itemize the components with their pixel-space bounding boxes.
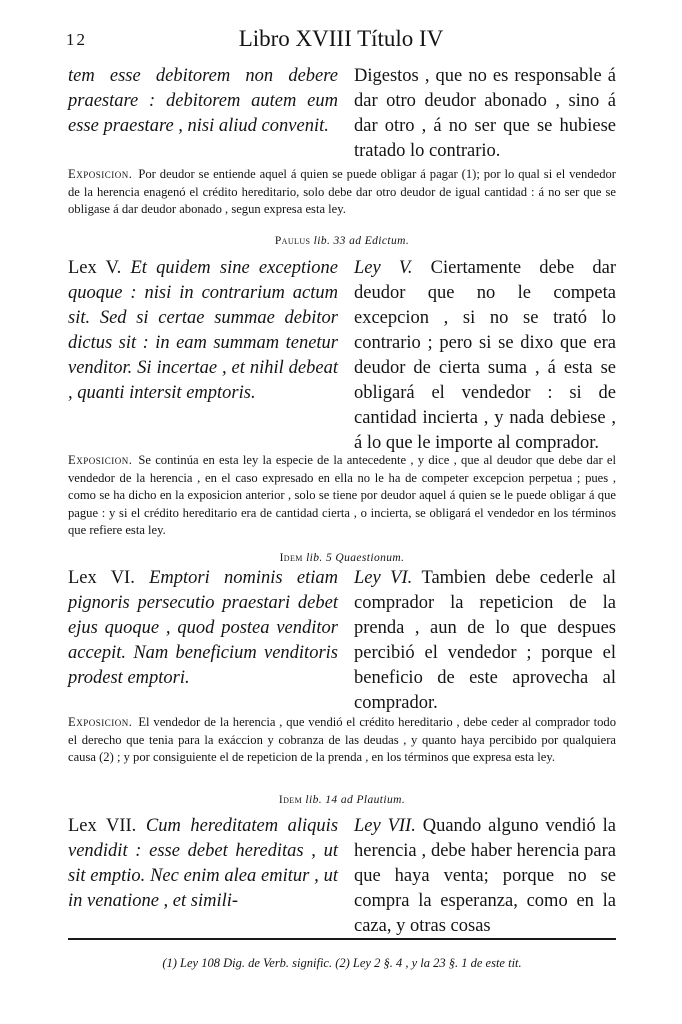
page-header <box>0 26 682 60</box>
spanish-text: Digestos , que no es responsable á dar otro deudor abonado , sino á dar otro , á no ser que se hubiese tratado lo contrario. <box>354 66 616 161</box>
lex-v-latin-text: Et quidem sine exceptione quoque : nisi in contrarium actum sit. Sed si certae summae debitor dictus sit : in eam summam tenetur venditor. Si incertae , et nihil debeat , quanti intersit emptoris. <box>68 258 338 403</box>
exposicion-text: Se continúa en esta ley la especie de la antecedente , y dice , que al deudor que debe dar el vendedor de la herencia , en el caso expresado en ella no le ha de competer excepcion perpetua ; pues , como se ha dicho en la exposicion anterior , solo se tiene por deudor aquel á quien se le puede obligar á que pague : y si el crédito hereditario era de cantidad cierta , o incierta, se obligará el vendedor en los términos que refiere esta ley. <box>68 453 616 538</box>
lex-vii-block <box>68 814 616 939</box>
lex-vi-latin <box>68 566 338 716</box>
lex-vi-block <box>68 566 616 716</box>
lex-v-latin <box>68 256 338 456</box>
citation-work: ad Plautium. <box>340 794 406 806</box>
lex-vi-latin-text: Emptori nominis etiam pignoris persecutio praestari debet ejus quoque , quod postea venditor accepit. Nam beneficium venditoris prodest emptori. <box>68 568 338 688</box>
ley-vi-heading: Ley VI. <box>354 568 413 588</box>
latin-text: tem esse debitorem non debere praestare : debitorem autem eum esse praestare , nisi aliud convenit. <box>68 66 338 136</box>
ley-vii-heading: Ley VII. <box>354 816 416 836</box>
page-number: 12 <box>66 30 87 49</box>
citation-work: Quaestionum. <box>335 552 405 564</box>
lex-vi-latin-heading: Lex VI. <box>68 568 135 588</box>
exposicion-3 <box>68 714 616 767</box>
exposicion-heading: Exposicion. <box>68 453 133 467</box>
ley-vii-spanish <box>354 814 616 939</box>
citation-lib: lib. 33 <box>313 235 346 247</box>
block-continuation <box>68 64 616 164</box>
ley-vi-text: Tambien debe cederle al comprador la repeticion de la prenda , aun de lo que despues percibió el vendedor ; porque el beneficio de este aprovecha al comprador. <box>354 568 616 713</box>
lex-vii-latin-heading: Lex VII. <box>68 816 137 836</box>
footnotes: (1) Ley 108 Dig. de Verb. signific. (2) Ley 2 §. 4 , y la 23 §. 1 de este tit. <box>162 956 522 970</box>
exposicion-heading: Exposicion. <box>68 167 133 181</box>
lex-v-block <box>68 256 616 456</box>
ley-vii-text: Quando alguno vendió la herencia , debe haber herencia para que haya venta; porque no se compra la esperanza, como en la caza, y otras cosas <box>354 816 617 936</box>
citation-idem-2 <box>68 794 616 806</box>
citation-paulus <box>68 235 616 247</box>
exposicion-2 <box>68 452 616 540</box>
exposicion-text: El vendedor de la herencia , que vendió el crédito hereditario , debe ceder al comprador todo el derecho que tenia para la exáccion y cobranza de las deudas , y quanto haya percibido por qualquiera causa (2) ; y por consiguiente el de repeticion de la prenda , en los términos que expresa esta ley. <box>68 715 616 765</box>
ley-vi-spanish <box>354 566 616 716</box>
lex-vii-latin-text: Cum hereditatem aliquis vendidit : esse debet hereditas , ut sit emptio. Nec enim alea emitur , ut in venatione , et simili- <box>68 816 339 911</box>
citation-author: Idem <box>279 552 303 564</box>
citation-work: ad Edictum. <box>349 235 410 247</box>
lex-vii-latin <box>68 814 338 939</box>
exposicion-text: Por deudor se entiende aquel á quien se puede obligar á pagar (1); por lo qual si el vendedor de la herencia enagenó el crédito hereditario, solo debe dar otro deudor de igual cantidad : á no ser que se obligase á dar deudor abonado , segun expresa esta ley. <box>68 167 616 217</box>
citation-idem-1 <box>68 552 616 564</box>
citation-lib: lib. 14 <box>305 794 338 806</box>
running-title: Libro XVIII Título IV <box>238 26 444 51</box>
ley-v-text: Ciertamente debe dar deudor que no le competa excepcion , si no se trató lo contrario ; pero si se dixo que era deudor de cierta suma , á esta se obligará el vendedor : si de cantidad incierta , y nada debiese , á lo que le importe al comprador. <box>354 258 616 453</box>
ley-v-spanish <box>354 256 616 456</box>
ley-v-heading: Ley V. <box>354 258 413 278</box>
citation-author: Idem <box>278 794 303 806</box>
lex-v-latin-heading: Lex V. <box>68 258 122 278</box>
exposicion-heading: Exposicion. <box>68 715 133 729</box>
footnote-rule <box>68 938 616 940</box>
exposicion-1 <box>68 166 616 219</box>
citation-lib: lib. 5 <box>306 552 333 564</box>
citation-author: Paulus <box>274 235 311 247</box>
